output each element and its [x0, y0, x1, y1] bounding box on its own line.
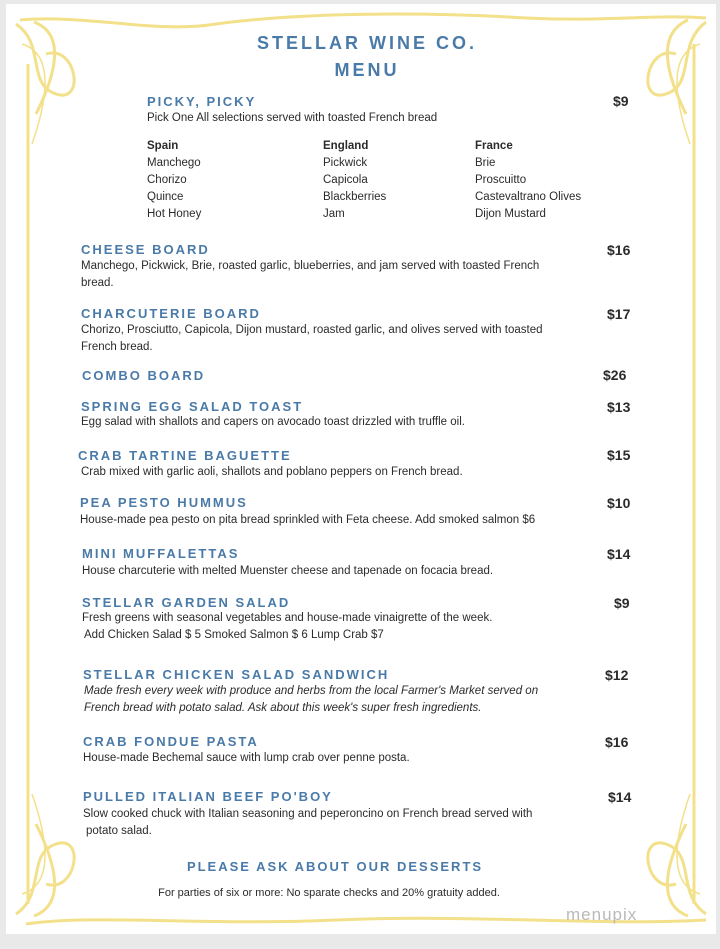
item-name: PICKY, PICKY	[147, 94, 257, 109]
column-item: Pickwick	[323, 157, 368, 169]
item-name: STELLAR GARDEN SALAD	[82, 595, 291, 610]
item-name: CRAB TARTINE BAGUETTE	[78, 448, 292, 463]
column-spain	[147, 138, 201, 223]
item-description: Pick One All selections served with toasted French bread	[147, 112, 438, 124]
item-price: $14	[607, 546, 631, 562]
column-item: Dijon Mustard	[475, 208, 546, 220]
menu-title: STELLAR WINE CO.	[257, 33, 477, 53]
item-name: MINI MUFFALETTAS	[82, 546, 240, 561]
item-description: bread.	[81, 277, 114, 289]
column-heading: Spain	[147, 140, 179, 152]
item-description: Made fresh every week with produce and herbs from the local Farmer's Market served on	[84, 685, 539, 697]
item-price: $17	[607, 306, 631, 322]
item-price: $12	[605, 667, 629, 683]
item-name: CRAB FONDUE PASTA	[83, 734, 259, 749]
item-name: CHEESE BOARD	[81, 242, 210, 257]
item-description: Add Chicken Salad $ 5 Smoked Salmon $ 6 Lump Crab $7	[84, 629, 384, 641]
menu-subtitle: MENU	[334, 60, 400, 80]
item-description: House-made Bechemal sauce with lump crab over penne posta.	[83, 752, 410, 764]
item-price: $9	[614, 595, 630, 611]
column-item: Hot Honey	[147, 208, 202, 220]
column-item: Chorizo	[147, 174, 187, 186]
item-price: $9	[613, 93, 629, 109]
item-name: COMBO BOARD	[82, 368, 206, 383]
menupix-watermark: menupix	[566, 905, 638, 924]
column-france	[475, 138, 581, 223]
item-description: French bread.	[81, 341, 153, 353]
item-description: Chorizo, Prosciutto, Capicola, Dijon mustard, roasted garlic, and olives served with toasted	[81, 324, 543, 336]
column-england	[323, 138, 386, 223]
item-name: PULLED ITALIAN BEEF PO'BOY	[83, 789, 333, 804]
column-item: Capicola	[323, 174, 368, 186]
item-name: PEA PESTO HUMMUS	[80, 495, 248, 510]
desserts-note: PLEASE ASK ABOUT OUR DESSERTS	[186, 859, 484, 874]
item-description: Crab mixed with garlic aoli, shallots and poblano peppers on French bread.	[81, 466, 463, 478]
item-price: $16	[605, 734, 629, 750]
column-heading: France	[475, 140, 513, 152]
column-heading: England	[323, 140, 369, 152]
item-description: Slow cooked chuck with Italian seasoning and peperoncino on French bread served with	[83, 808, 533, 820]
column-item: Proscuitto	[475, 174, 527, 186]
item-name: SPRING EGG SALAD TOAST	[81, 399, 304, 414]
item-description: Egg salad with shallots and capers on avocado toast drizzled with truffle oil.	[81, 416, 465, 428]
column-item: Castevaltrano Olives	[475, 191, 582, 203]
item-price: $26	[603, 367, 627, 383]
item-price: $16	[607, 242, 631, 258]
item-description: potato salad.	[86, 825, 152, 837]
item-price: $13	[607, 399, 631, 415]
item-name: CHARCUTERIE BOARD	[81, 306, 261, 321]
item-description: French bread with potato salad. Ask about this week's super fresh ingredients.	[84, 702, 482, 714]
column-item: Jam	[323, 208, 345, 220]
gratuity-note: For parties of six or more: No sparate checks and 20% gratuity added.	[158, 887, 500, 899]
item-description: Fresh greens with seasonal vegetables and house-made vinaigrette of the week.	[82, 612, 493, 624]
item-description: Manchego, Pickwick, Brie, roasted garlic, blueberries, and jam served with toasted French	[81, 260, 540, 272]
item-description: House-made pea pesto on pita bread sprinkled with Feta cheese. Add smoked salmon $6	[80, 514, 536, 526]
column-item: Quince	[147, 191, 184, 203]
item-price: $15	[607, 447, 631, 463]
column-item: Blackberries	[323, 191, 387, 203]
item-price: $10	[607, 495, 631, 511]
item-name: STELLAR CHICKEN SALAD SANDWICH	[83, 667, 390, 682]
column-item: Brie	[475, 157, 496, 169]
item-description: House charcuterie with melted Muenster cheese and tapenade on focacia bread.	[82, 565, 494, 577]
item-price: $14	[608, 789, 632, 805]
column-item: Manchego	[147, 157, 201, 169]
